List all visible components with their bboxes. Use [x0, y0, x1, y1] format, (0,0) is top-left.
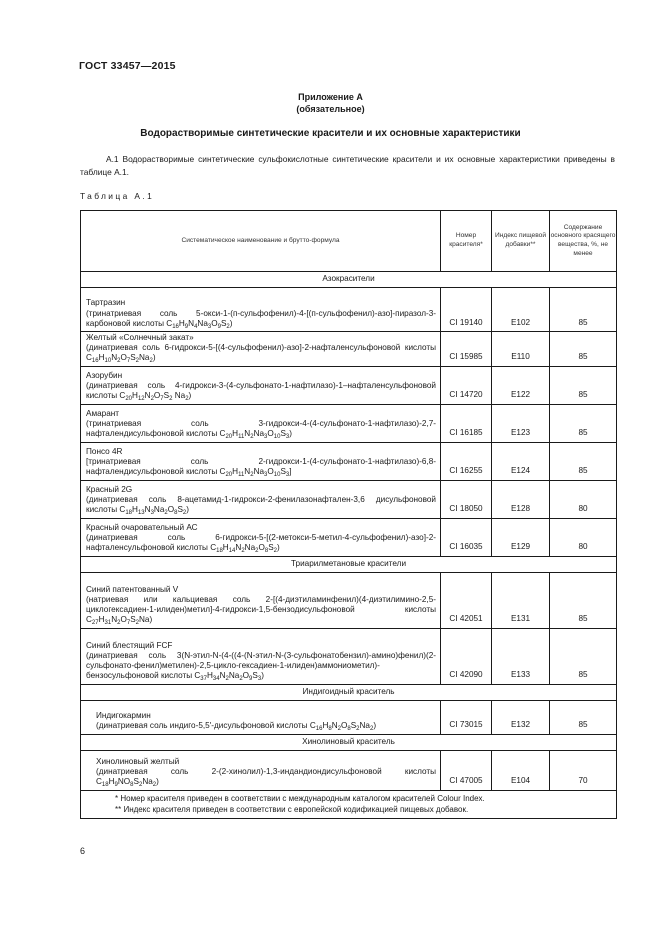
dye-index: E133 — [492, 628, 550, 684]
dye-formula: $C_{18}H_{13}N_3Na_2O_8S_2$) — [119, 505, 189, 517]
dye-index: E131 — [492, 572, 550, 628]
dye-description — [96, 767, 436, 787]
table-row — [81, 750, 617, 790]
dye-number: CI 73015 — [441, 700, 492, 734]
dye-name-cell — [81, 288, 441, 332]
dye-index: E123 — [492, 404, 550, 442]
table-label: Таблица А.1 — [80, 191, 155, 201]
dye-index: E110 — [492, 332, 550, 367]
dye-formula: $C_{20}H_{12}N_2O_7S_2$ $Na_2$) — [119, 391, 192, 403]
dye-description — [86, 457, 436, 477]
dye-description — [96, 721, 436, 731]
intro-paragraph: А.1 Водорастворимые синтетические сульфокислотные синтетические красители и их основные характеристики приведены в таблице А.1. — [80, 154, 615, 177]
table-row — [81, 518, 617, 556]
dye-index: E132 — [492, 700, 550, 734]
dye-description — [86, 381, 436, 401]
group-row — [81, 684, 617, 700]
group-row — [81, 272, 617, 288]
header-number: Номер красителя* — [441, 211, 492, 272]
dye-name-cell — [81, 404, 441, 442]
dye-content: 85 — [550, 366, 617, 404]
dye-description-text: [тринатриевая соль 2-гидрокси-1-(4-сульфонато-1-нафтилазо)-6,8-нафталендисульфоновой кислоты — [86, 457, 436, 477]
table-row — [81, 572, 617, 628]
dye-number: CI 18050 — [441, 480, 492, 518]
annex-heading: Водорастворимые синтетические красители и их основные характеристики — [140, 128, 521, 139]
dye-formula: $C_{16}H_9N_4Na_3O_9S_2$) — [166, 318, 233, 330]
group-row — [81, 556, 617, 572]
dye-name: Красный очаровательный АС — [86, 523, 198, 532]
dye-formula: $C_{20}H_{11}N_2Na_3O_{10}S_3$) — [219, 429, 292, 441]
dye-name: Амарант — [86, 409, 120, 418]
dye-index: E124 — [492, 442, 550, 480]
dye-description — [86, 343, 436, 363]
header-index: Индекс пищевой добавки** — [492, 211, 550, 272]
dye-name: Тартразин — [86, 298, 126, 308]
dye-formula: $C_{16}H_8N_2O_8S_2Na_2$) — [309, 721, 377, 733]
dye-description-text: (динатриевая соль 3(N-этил-N-(4-((4-(N-этил-N-(3-сульфонатобензил)-амино)фенил)(2-сульфонато-фенил)метилен)-2,5-цикло-гексадиен-1-илиден)аммониометил)-бензосульфоновой кислоты — [86, 651, 436, 681]
table-row — [81, 332, 617, 367]
header-content: Содержание основного красящего вещества, %, не менее — [550, 211, 617, 272]
header-name: Систематическое наименование и брутто-формула — [81, 211, 441, 272]
dye-content: 70 — [550, 750, 617, 790]
group-title: Триарилметановые красители — [81, 556, 617, 572]
dye-formula: $C_{18}H_{14}N_2Na_2O_8S_2$) — [210, 543, 280, 555]
footnote: * Номер красителя приведен в соответствии с международным каталогом красителей Colour Index. — [115, 793, 485, 803]
dye-description — [86, 595, 436, 626]
table-body — [81, 211, 617, 819]
dye-number: CI 16255 — [441, 442, 492, 480]
dye-content: 80 — [550, 480, 617, 518]
annex-header — [0, 91, 661, 115]
table-row — [81, 366, 617, 404]
dye-description — [86, 309, 436, 329]
dye-description-text: (тринатриевая соль 5-окси-1-(п-сульфофенил)-4-[(п-сульфофенил)-азо]-пиразол-3-карбоновой кислоты — [86, 308, 436, 328]
table-row — [81, 442, 617, 480]
dye-description-text: (динатриевая соль 6-гидрокси-5-[(4-сульфофенил)-азо]-2-нафталенсульфоновой кислоты — [86, 343, 436, 353]
dye-name-cell — [81, 332, 441, 367]
dye-table — [80, 210, 617, 819]
dye-number: CI 14720 — [441, 366, 492, 404]
dye-name: Понсо 4R — [86, 447, 123, 456]
dye-content: 85 — [550, 442, 617, 480]
table-row — [81, 288, 617, 332]
dye-name: Хинолиновый желтый — [96, 757, 180, 766]
dye-index: E122 — [492, 366, 550, 404]
dye-number: CI 42051 — [441, 572, 492, 628]
group-title: Индигоидный краситель — [81, 684, 617, 700]
table-row — [81, 404, 617, 442]
dye-index: E128 — [492, 480, 550, 518]
table-row — [81, 480, 617, 518]
dye-name-cell — [81, 518, 441, 556]
annex-title: Приложение А — [298, 92, 363, 102]
dye-description — [86, 419, 436, 439]
dye-name-cell — [81, 366, 441, 404]
dye-name-cell — [81, 750, 441, 790]
dye-description — [86, 651, 436, 682]
dye-name: Красный 2G — [86, 485, 133, 494]
dye-number: CI 15985 — [441, 332, 492, 367]
page-number: 6 — [80, 846, 86, 856]
dye-name: Синий блестящий FCF — [86, 640, 173, 650]
dye-description-text: (динатриевая соль 4-гидрокси-3-(4-сульфонато-1-нафтилазо)-1–нафталенсульфоновой кислоты — [86, 381, 436, 401]
dye-formula: $C_{27}H_{31}N_2O_7S_2Na$) — [86, 615, 153, 627]
table-header-row — [81, 211, 617, 272]
dye-name-cell — [81, 572, 441, 628]
footnote: ** Индекс красителя приведен в соответствии с европейской кодификацией пищевых добавок. — [115, 804, 469, 814]
dye-description-text: (динатриевая соль 6-гидрокси-5-[(2-метокси-5-метил-4-сульфофенил)-азо]-2-нафталенсульфоновой кислоты — [86, 533, 436, 553]
dye-description — [86, 533, 436, 553]
dye-content: 85 — [550, 572, 617, 628]
dye-description-text: (натриевая или кальциевая соль 2-[(4-диэтиламинфенил)(4-диэтилимино-2,5-циклогексадиен-1-илиден)метил]-4-гидрокси-1,5-бензодисульфоновой кислоты — [86, 595, 436, 615]
dye-content: 85 — [550, 700, 617, 734]
group-row — [81, 734, 617, 750]
dye-content: 85 — [550, 288, 617, 332]
dye-description — [86, 495, 436, 515]
dye-number: CI 47005 — [441, 750, 492, 790]
group-title: Азокрасители — [81, 272, 617, 288]
annex-status: (обязательное) — [296, 104, 365, 114]
dye-content: 85 — [550, 332, 617, 367]
dye-description-text: (тринатриевая соль 3-гидрокси-4-(4-сульфонато-1-нафтилазо)-2,7-нафталендисульфоновой кислоты — [86, 419, 436, 439]
table-row — [81, 628, 617, 684]
table-row — [81, 700, 617, 734]
dye-description-text: (динатриевая соль индиго-5,5'-дисульфоновой кислоты — [96, 721, 308, 731]
document-id: ГОСТ 33457—2015 — [79, 60, 176, 72]
dye-name: Индигокармин — [96, 711, 151, 721]
dye-number: CI 16185 — [441, 404, 492, 442]
footnote-row — [81, 790, 617, 818]
dye-name-cell — [81, 700, 441, 734]
dye-description-text: (динатриевая соль 8-ацетамид-1-гидрокси-2-фенилазонафтален-3,6 дисульфоновой кислоты — [86, 495, 436, 515]
dye-name: Синий патентованный V — [86, 584, 179, 594]
dye-content: 80 — [550, 518, 617, 556]
dye-name: Азорубин — [86, 371, 123, 380]
footnotes-cell — [81, 790, 617, 818]
dye-name-cell — [81, 442, 441, 480]
dye-index: E104 — [492, 750, 550, 790]
dye-formula: $C_{37}H_{34}N_2Na_2O_9S_3$) — [194, 671, 264, 683]
dye-name: Желтый «Солнечный закат» — [86, 333, 194, 342]
dye-description-text: (динатриевая соль 2-(2-хинолил)-1,3-индандиондисульфоновой кислоты — [96, 767, 436, 777]
dye-number: CI 16035 — [441, 518, 492, 556]
dye-content: 85 — [550, 628, 617, 684]
dye-formula: $C_{20}H_{11}N_2Na_3O_{10}S_3$] — [219, 467, 292, 479]
dye-formula: $C_{18}H_9NO_8S_2Na_2$) — [96, 777, 159, 789]
dye-content: 85 — [550, 404, 617, 442]
dye-number: CI 19140 — [441, 288, 492, 332]
dye-number: CI 42090 — [441, 628, 492, 684]
dye-name-cell — [81, 480, 441, 518]
dye-formula: $C_{16}H_{10}N_2O_7S_2Na_2$) — [86, 353, 156, 365]
dye-index: E129 — [492, 518, 550, 556]
dye-index: E102 — [492, 288, 550, 332]
group-title: Хинолиновый краситель — [81, 734, 617, 750]
dye-name-cell — [81, 628, 441, 684]
